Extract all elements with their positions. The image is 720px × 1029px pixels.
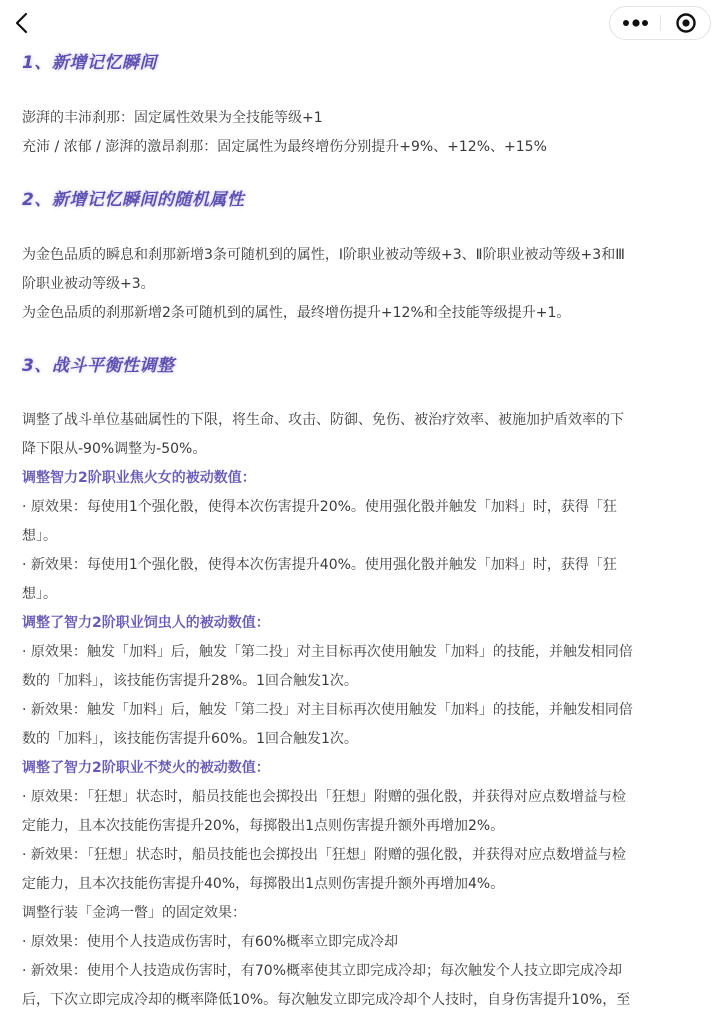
paragraph-line: · 原效果：触发「加料」后，触发「第二投」对主目标再次使用触发「加料」的技能，并触发相同倍: [22, 644, 633, 660]
paragraph-line: 数的「加料」，该技能伤害提升60%。1回合触发1次。: [22, 731, 358, 747]
paragraph-line: 降下限从-90%调整为-50%。: [22, 441, 207, 457]
paragraph-line: 充沛 / 浓郁 / 澎湃的激昂刹那：固定属性为最终增伤分别提升+9%、+12%、+15%: [22, 139, 547, 155]
paragraph-line: · 新效果：使用个人技造成伤害时，有70%概率使其立即完成冷却；每次触发个人技立即完成冷却: [22, 963, 623, 979]
paragraph-line: 阶职业被动等级+3。: [22, 276, 155, 292]
paragraph-line: 想」。: [22, 586, 57, 602]
paragraph-line: · 原效果：每使用1个强化骰，使得本次伤害提升20%。使用强化骰并触发「加料」时，获得「狂: [22, 499, 617, 515]
back-button[interactable]: [10, 9, 36, 37]
paragraph-line: 数的「加料」，该技能伤害提升28%。1回合触发1次。: [22, 673, 358, 689]
paragraph-line: · 原效果：使用个人技造成伤害时，有60%概率立即完成冷却: [22, 934, 399, 950]
paragraph-line: 后，下次立即完成冷却的概率降低10%。每次触发立即完成冷却个人技时，自身伤害提升10%，至: [22, 992, 631, 1008]
close-circle-icon: [661, 7, 711, 39]
chevron-left-icon: [10, 9, 36, 37]
paragraph-line: 定能力，且本次技能伤害提升40%，每掷骰出1点则伤害提升额外再增加4%。: [22, 876, 505, 892]
paragraph-line: · 新效果：「狂想」状态时，船员技能也会掷投出「狂想」附赠的强化骰，并获得对应点数增益与检: [22, 847, 626, 863]
paragraph-line: · 新效果：触发「加料」后，触发「第二投」对主目标再次使用触发「加料」的技能，并触发相同倍: [22, 702, 633, 718]
paragraph-line: 澎湃的丰沛刹那：固定属性效果为全技能等级+1: [22, 110, 323, 126]
paragraph-line: · 原效果：「狂想」状态时，船员技能也会掷投出「狂想」附赠的强化骰，并获得对应点数增益与检: [22, 789, 626, 805]
paragraph-line: 为金色品质的刹那新增2条可随机到的属性，最终增伤提升+12%和全技能等级提升+1。: [22, 305, 571, 321]
paragraph-line: 定能力，且本次技能伤害提升20%，每掷骰出1点则伤害提升额外再增加2%。: [22, 818, 505, 834]
more-button[interactable]: [610, 7, 660, 39]
paragraph-line: 调整行装「金鸿一瞥」的固定效果：: [22, 905, 246, 921]
paragraph-line: 想」。: [22, 528, 57, 544]
more-dots-icon: [610, 7, 660, 39]
subheading: 调整了智力2阶职业不焚火的被动数值：: [22, 760, 270, 776]
article-content: [22, 48, 702, 1015]
mini-program-capsule: [609, 6, 711, 40]
subheading: 调整了智力2阶职业饲虫人的被动数值：: [22, 615, 270, 631]
close-button[interactable]: [661, 7, 711, 39]
top-nav-bar: [0, 0, 720, 46]
section-heading-1: 1、新增记忆瞬间: [22, 53, 157, 73]
paragraph-line: 为金色品质的瞬息和刹那新增3条可随机到的属性，Ⅰ阶职业被动等级+3、Ⅱ阶职业被动等级+3和Ⅲ: [22, 247, 625, 263]
paragraph-line: 调整了战斗单位基础属性的下限，将生命、攻击、防御、免伤、被治疗效率、被施加护盾效率的下: [22, 412, 624, 428]
subheading: 调整智力2阶职业焦火女的被动数值：: [22, 470, 256, 486]
section-heading-2: 2、新增记忆瞬间的随机属性: [22, 190, 245, 210]
section-heading-3: 3、战斗平衡性调整: [22, 356, 175, 376]
paragraph-line: · 新效果：每使用1个强化骰，使得本次伤害提升40%。使用强化骰并触发「加料」时，获得「狂: [22, 557, 617, 573]
